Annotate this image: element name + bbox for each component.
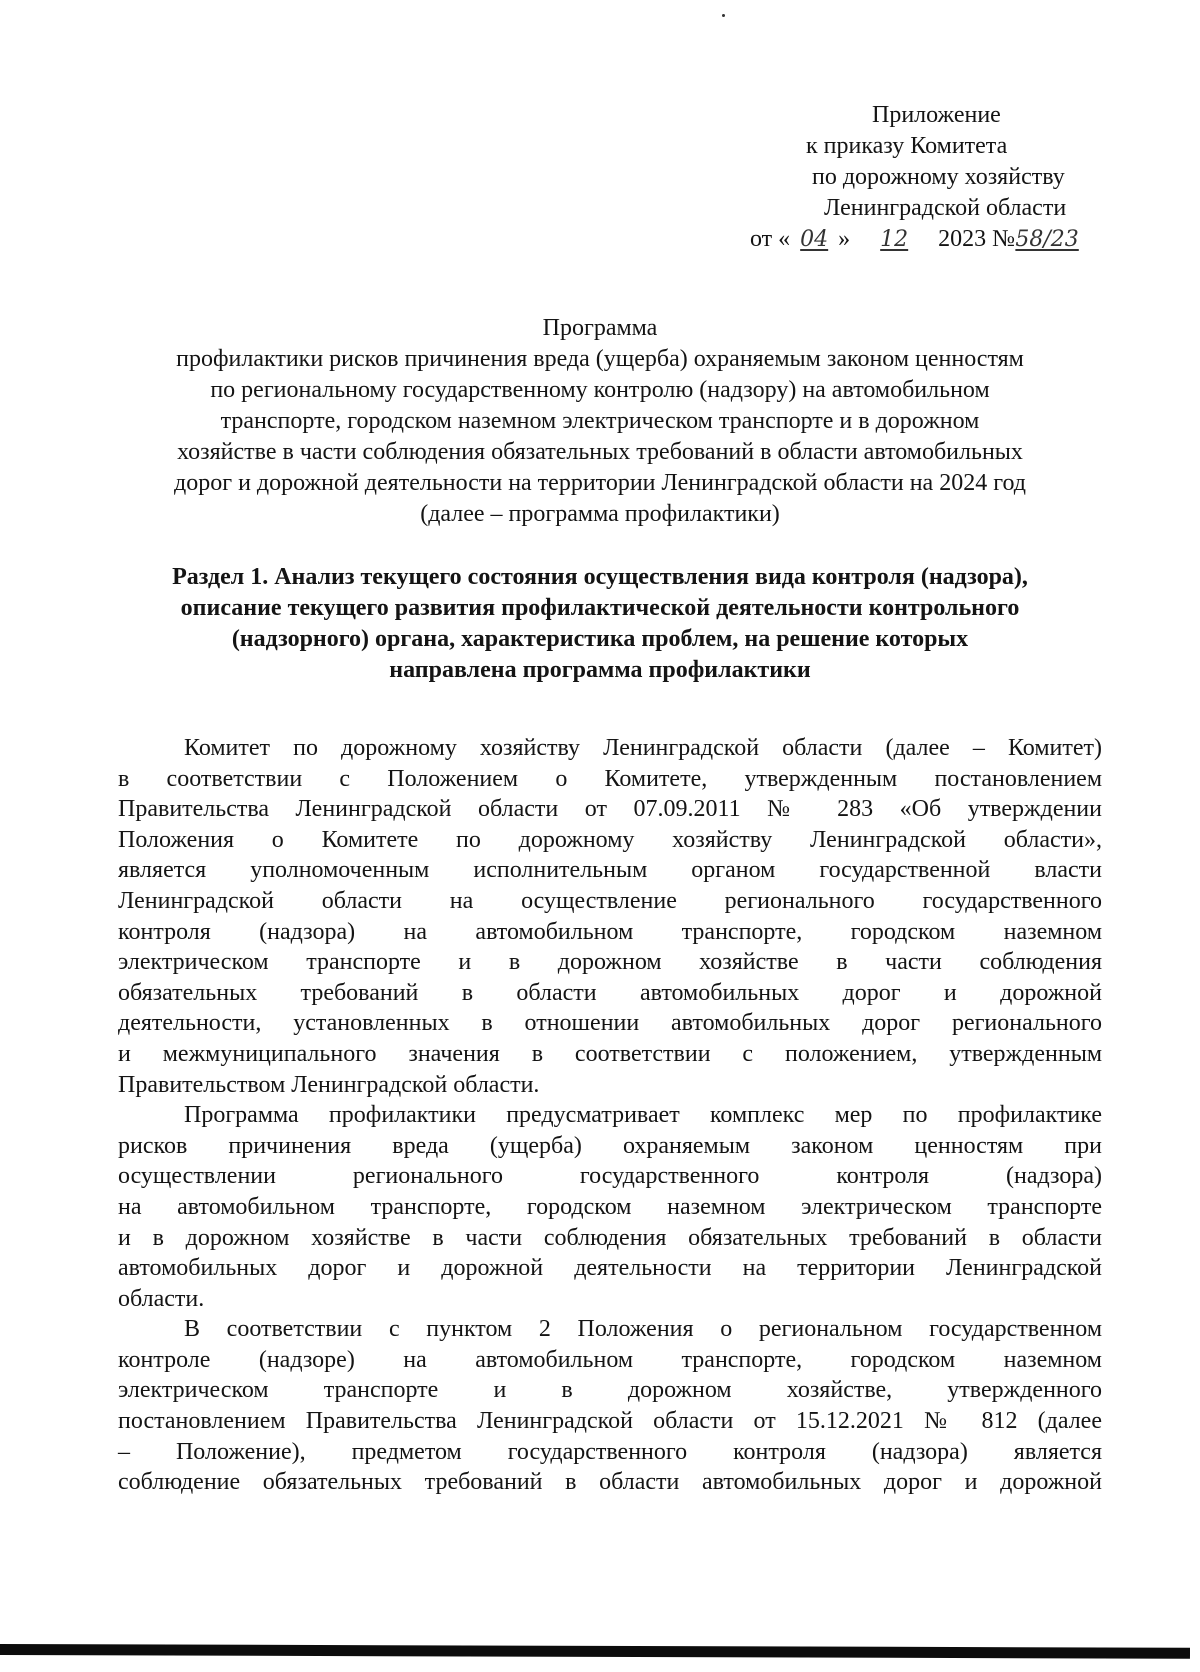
paragraph-line: Правительства Ленинградской области от 07.09.2011 № 283 «Об утверждении xyxy=(118,796,1102,823)
scan-bottom-edge xyxy=(0,1644,1190,1659)
paragraph-line: и в дорожном хозяйстве в части соблюдения обязательных требований в области xyxy=(118,1224,1102,1251)
paragraph-line: является уполномоченным исполнительным органом государственной власти xyxy=(118,857,1102,884)
program-title-line: дорог и дорожной деятельности на территории Ленинградской области на 2024 год xyxy=(174,470,1026,496)
date-year: 2023 № xyxy=(938,226,1016,252)
approval-line: Приложение xyxy=(872,102,1001,128)
paragraph-line: и межмуниципального значения в соответствии с положением, утвержденным xyxy=(118,1040,1102,1067)
paragraph-line: постановлением Правительства Ленинградской области от 15.12.2021 № 812 (далее xyxy=(118,1408,1102,1435)
paragraph xyxy=(118,733,1102,1100)
paragraph-line: области. xyxy=(118,1285,205,1312)
approval-line: Ленинградской области xyxy=(824,195,1067,221)
paragraph-line: В соответствии с пунктом 2 Положения о региональном государственном xyxy=(184,1316,1102,1343)
paragraph-line: электрическом транспорте и в дорожном хозяйстве в части соблюдения xyxy=(118,949,1102,976)
paragraph-line: осуществлении регионального государственного контроля (надзора) xyxy=(118,1163,1102,1190)
section-heading-line: Раздел 1. Анализ текущего состояния осуществления вида контроля (надзора), xyxy=(172,564,1028,590)
paragraph-line: контроля (надзора) на автомобильном транспорте, городском наземном xyxy=(118,918,1102,945)
approval-line: к приказу Комитета xyxy=(806,133,1008,159)
scan-speck xyxy=(722,14,725,17)
program-title-line: по региональному государственному контролю (надзору) на автомобильном xyxy=(210,377,990,403)
paragraph-line: автомобильных дорог и дорожной деятельности на территории Ленинградской xyxy=(118,1255,1102,1282)
paragraph-line: на автомобильном транспорте, городском наземном электрическом транспорте xyxy=(118,1193,1102,1220)
paragraph-line: электрическом транспорте и в дорожном хозяйстве, утвержденного xyxy=(118,1377,1102,1404)
document-body xyxy=(118,733,1102,1498)
handwritten-day: 04 xyxy=(800,227,829,252)
handwritten-month: 12 xyxy=(880,227,909,252)
section-heading xyxy=(100,562,1100,686)
section-heading-line: описание текущего развития профилактической деятельности контрольного xyxy=(180,595,1020,621)
section-heading-line: направлена программа профилактики xyxy=(389,657,811,683)
approval-block xyxy=(700,100,1120,255)
paragraph-line: Положения о Комитете по дорожному хозяйству Ленинградской области», xyxy=(118,826,1102,853)
program-title-line: хозяйстве в части соблюдения обязательных требований в области автомобильных xyxy=(177,439,1023,465)
paragraph-line: контроле (надзоре) на автомобильном транспорте, городском наземном xyxy=(118,1346,1102,1373)
paragraph-line: – Положение), предметом государственного контроля (надзора) является xyxy=(118,1438,1102,1465)
date-prefix: от « xyxy=(750,226,791,252)
paragraph-line: рисков причинения вреда (ущерба) охраняемым законом ценностям при xyxy=(118,1132,1102,1159)
paragraph-line: Правительством Ленинградской области. xyxy=(118,1071,540,1098)
paragraph-line: Комитет по дорожному хозяйству Ленинградской области (далее – Комитет) xyxy=(184,735,1102,761)
paragraph-line: Программа профилактики предусматривает комплекс мер по профилактике xyxy=(184,1102,1102,1129)
program-title-line: (далее – программа профилактики) xyxy=(420,501,780,527)
program-heading: Программа xyxy=(542,315,658,341)
program-title-line: транспорте, городском наземном электрическом транспорте и в дорожном xyxy=(220,408,980,434)
date-mid: » xyxy=(838,226,851,252)
section-heading-line: (надзорного) органа, характеристика проблем, на решение которых xyxy=(231,626,969,652)
paragraph xyxy=(118,1100,1102,1314)
approval-line: по дорожному хозяйству xyxy=(812,164,1065,190)
handwritten-doc-number: 58/23 xyxy=(1015,227,1079,252)
paragraph-line: деятельности, установленных в отношении автомобильных дорог регионального xyxy=(118,1010,1102,1037)
paragraph xyxy=(118,1314,1102,1498)
paragraph-line: Ленинградской области на осуществление регионального государственного xyxy=(118,887,1102,914)
paragraph-line: в соответствии с Положением о Комитете, утвержденным постановлением xyxy=(118,765,1102,792)
approval-date-line xyxy=(700,224,1120,255)
program-title-line: профилактики рисков причинения вреда (ущерба) охраняемым законом ценностям xyxy=(176,346,1024,372)
paragraph-line: обязательных требований в области автомобильных дорог и дорожной xyxy=(118,979,1102,1006)
paragraph-line: соблюдение обязательных требований в области автомобильных дорог и дорожной xyxy=(118,1469,1102,1496)
program-title xyxy=(100,313,1100,530)
